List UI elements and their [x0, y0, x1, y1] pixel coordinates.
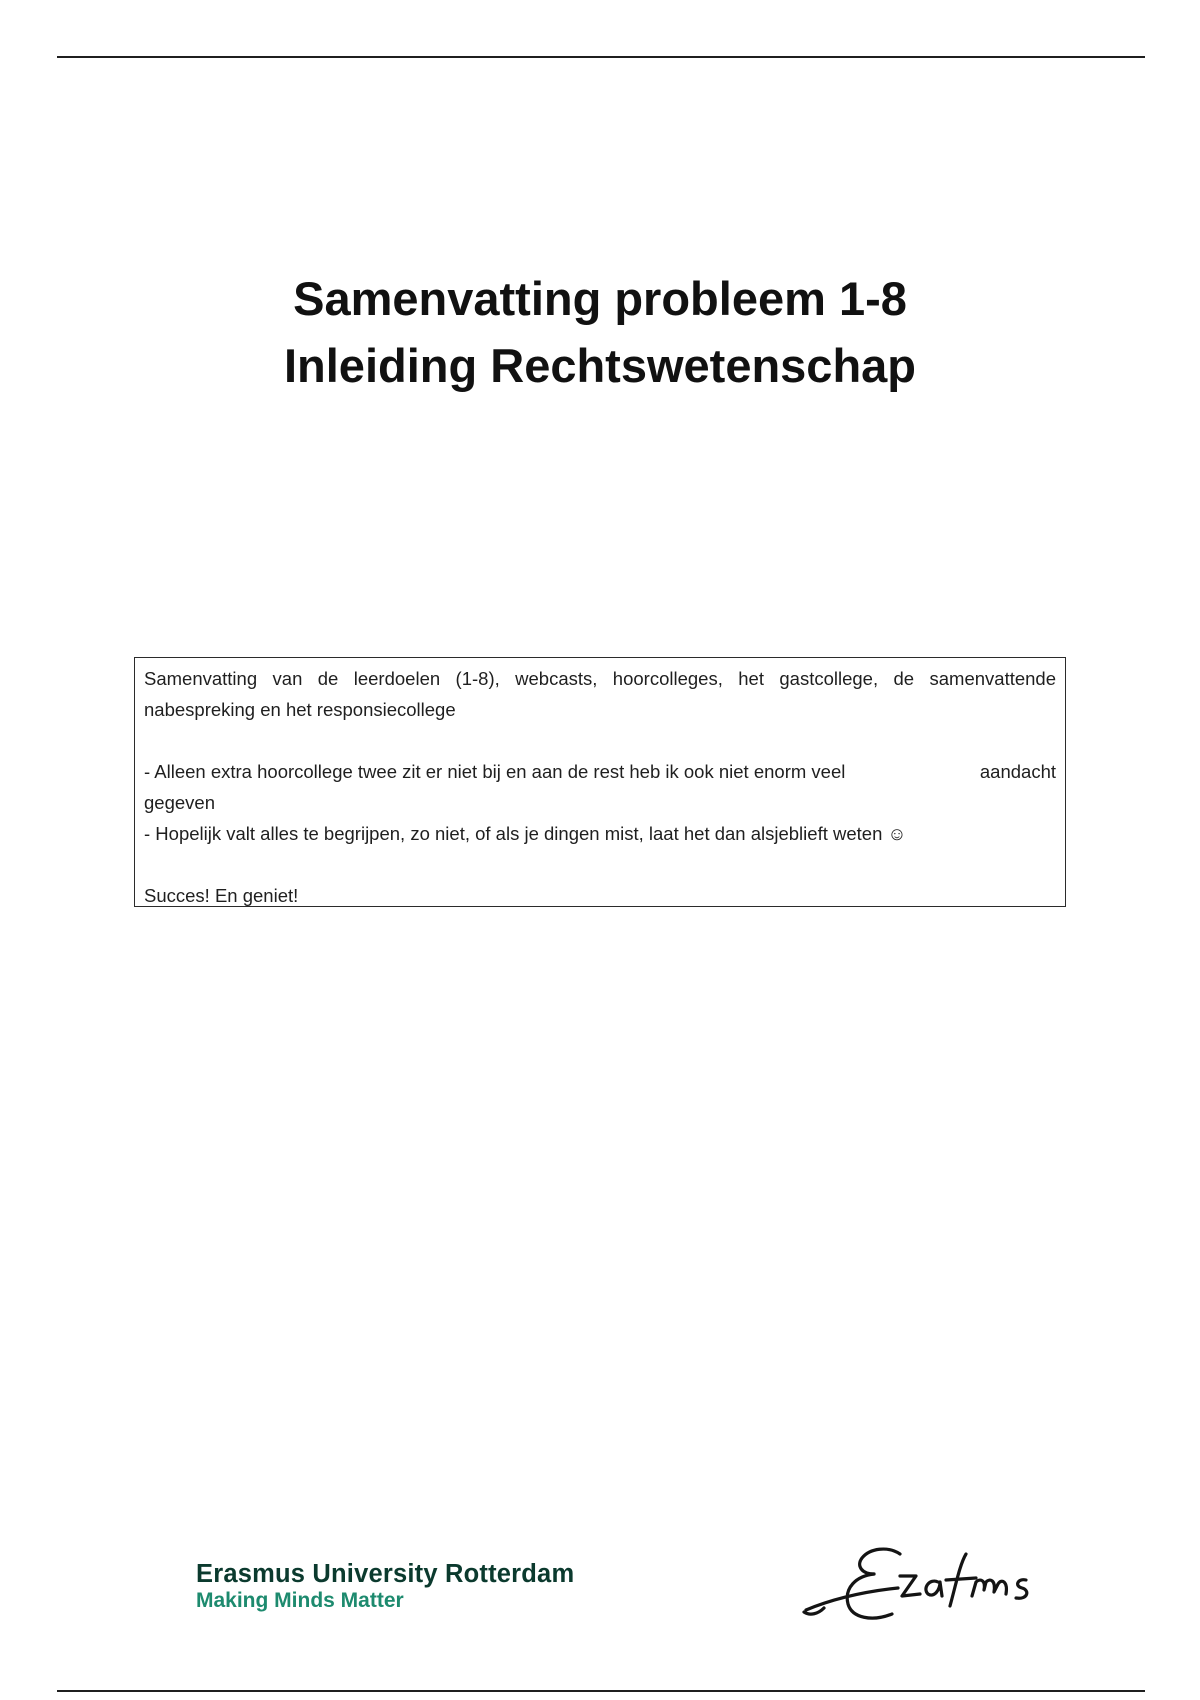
- note-bullet-2: - Hopelijk valt alles te begrijpen, zo niet, of als je dingen mist, laat het dan alsjeblieft weten ☺: [144, 823, 907, 844]
- signature-crossbar: [806, 1588, 898, 1610]
- erasmus-signature-logo: [800, 1540, 1060, 1640]
- bottom-rule: [57, 1690, 1145, 1692]
- signature-f: [946, 1554, 976, 1606]
- note-bullet-1-text: - Alleen extra hoorcollege twee zit er niet bij en aan de rest heb ik ook niet enorm veel: [144, 761, 846, 782]
- note-bullet-1-tail: aandacht: [979, 761, 1056, 782]
- university-brand: [196, 1559, 574, 1613]
- signature-z: [900, 1576, 920, 1596]
- document-title: [0, 265, 1200, 399]
- note-closing: Succes! En geniet!: [144, 885, 299, 906]
- note-spacer: [144, 849, 1056, 880]
- summary-note-box: [134, 657, 1066, 907]
- note-spacer: [144, 725, 1056, 756]
- signature-e-upper-stroke: [860, 1549, 900, 1574]
- title-line-1: Samenvatting probleem 1-8: [293, 272, 907, 325]
- note-bullet-1: [144, 756, 1056, 787]
- title-line-2: Inleiding Rechtswetenschap: [283, 339, 917, 392]
- note-bullet-1-continuation: gegeven: [144, 792, 215, 813]
- university-tagline: Making Minds Matter: [196, 1589, 404, 1612]
- signature-m: [972, 1580, 1006, 1596]
- signature-a: [926, 1581, 942, 1596]
- top-rule: [57, 56, 1145, 58]
- signature-s: [1016, 1580, 1027, 1599]
- university-name: Erasmus University Rotterdam: [196, 1560, 575, 1588]
- note-intro: Samenvatting van de leerdoelen (1-8), webcasts, hoorcolleges, het gastcollege, de samenvattende nabespreking en het responsiecollege: [144, 668, 1056, 720]
